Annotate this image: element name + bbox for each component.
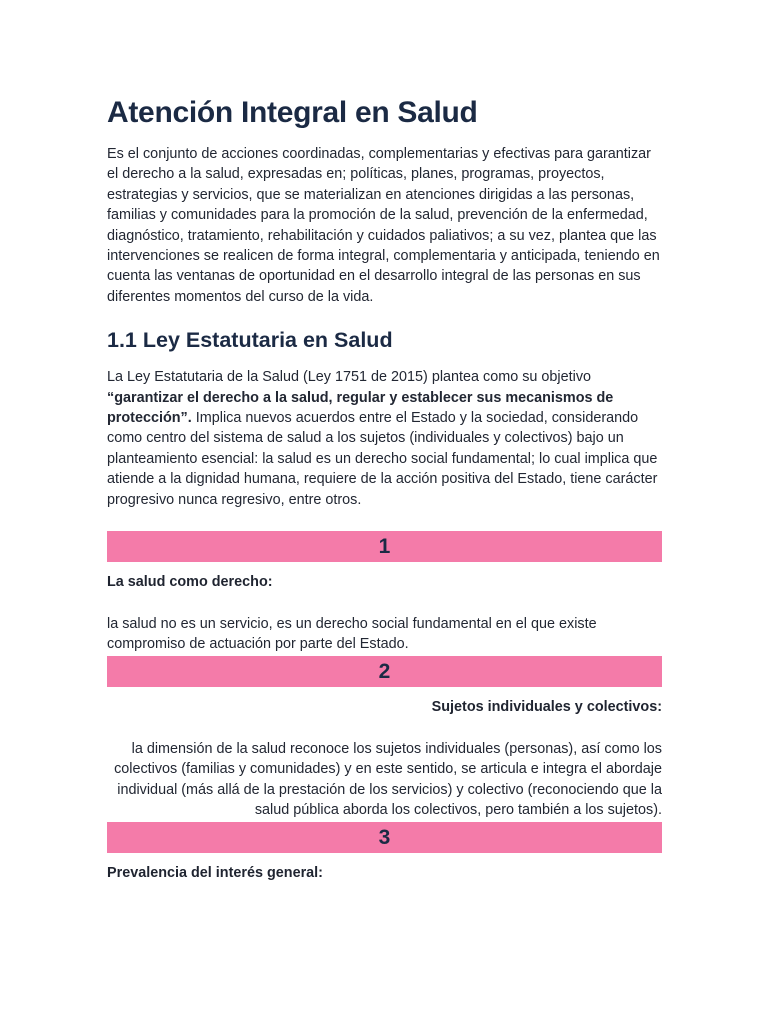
item-band-1 <box>107 531 662 562</box>
section-paragraph-end: Implica nuevos acuerdos entre el Estado y la sociedad, considerando como centro del sistema de salud a los sujetos (individuales y colectivos) bajo un planteamiento esencial: la salud es un derecho social fundamental; lo cual implica que atiende a la dignidad humana, requiere de la acción positiva del Estado, tiene carácter progresivo nunca regresivo, entre otros. <box>107 410 658 508</box>
item-text-2: la dimensión de la salud reconoce los sujetos individuales (personas), así como los colectivos (familias y comunidades) y en este sentido, se articula e integra el abordaje individual (más allá de la prestación de los servicios) y colectivo (reconociendo que la salud pública aborda los colectivos, pero también a los sujetos). <box>114 740 662 818</box>
item-number-2: 2 <box>378 659 391 683</box>
item-text-1: la salud no es un servicio, es un derecho social fundamental en el que existe compromiso de actuación por parte del Estado. <box>107 615 597 652</box>
item-title-3: Prevalencia del interés general: <box>107 865 323 882</box>
item-band-3 <box>107 822 662 853</box>
section-paragraph <box>107 367 662 510</box>
intro-paragraph: Es el conjunto de acciones coordinadas, complementarias y efectivas para garantizar el derecho a la salud, expresadas en; políticas, planes, programas, proyectos, estrategias y servicios, que se materializan en atenciones dirigidas a las personas, familias y comunidades para la promoción de la salud, prevención de la enfermedad, diagnóstico, tratamiento, rehabilitación y cuidados paliativos; a su vez, plantea que las intervenciones se realicen de forma integral, complementaria y anticipada, teniendo en cuenta las ventanas de oportunidad en el desarrollo integral de las personas en sus diferentes momentos del curso de la vida. <box>107 146 660 305</box>
section-paragraph-start: La Ley Estatutaria de la Salud (Ley 1751 de 2015) plantea como su objetivo <box>107 369 592 386</box>
section-paragraph-quote: “garantizar el derecho a la salud, regular y establecer sus mecanismos de protección”. <box>107 389 614 427</box>
item-title-2: Sujetos individuales y colectivos: <box>431 699 662 716</box>
section-heading: 1.1 Ley Estatutaria en Salud <box>107 328 393 353</box>
item-number-3: 3 <box>378 825 391 849</box>
page-title: Atención Integral en Salud <box>107 96 478 129</box>
item-band-2 <box>107 656 662 687</box>
item-title-1: La salud como derecho: <box>107 574 273 591</box>
document-page <box>107 92 662 884</box>
item-number-1: 1 <box>378 534 391 558</box>
